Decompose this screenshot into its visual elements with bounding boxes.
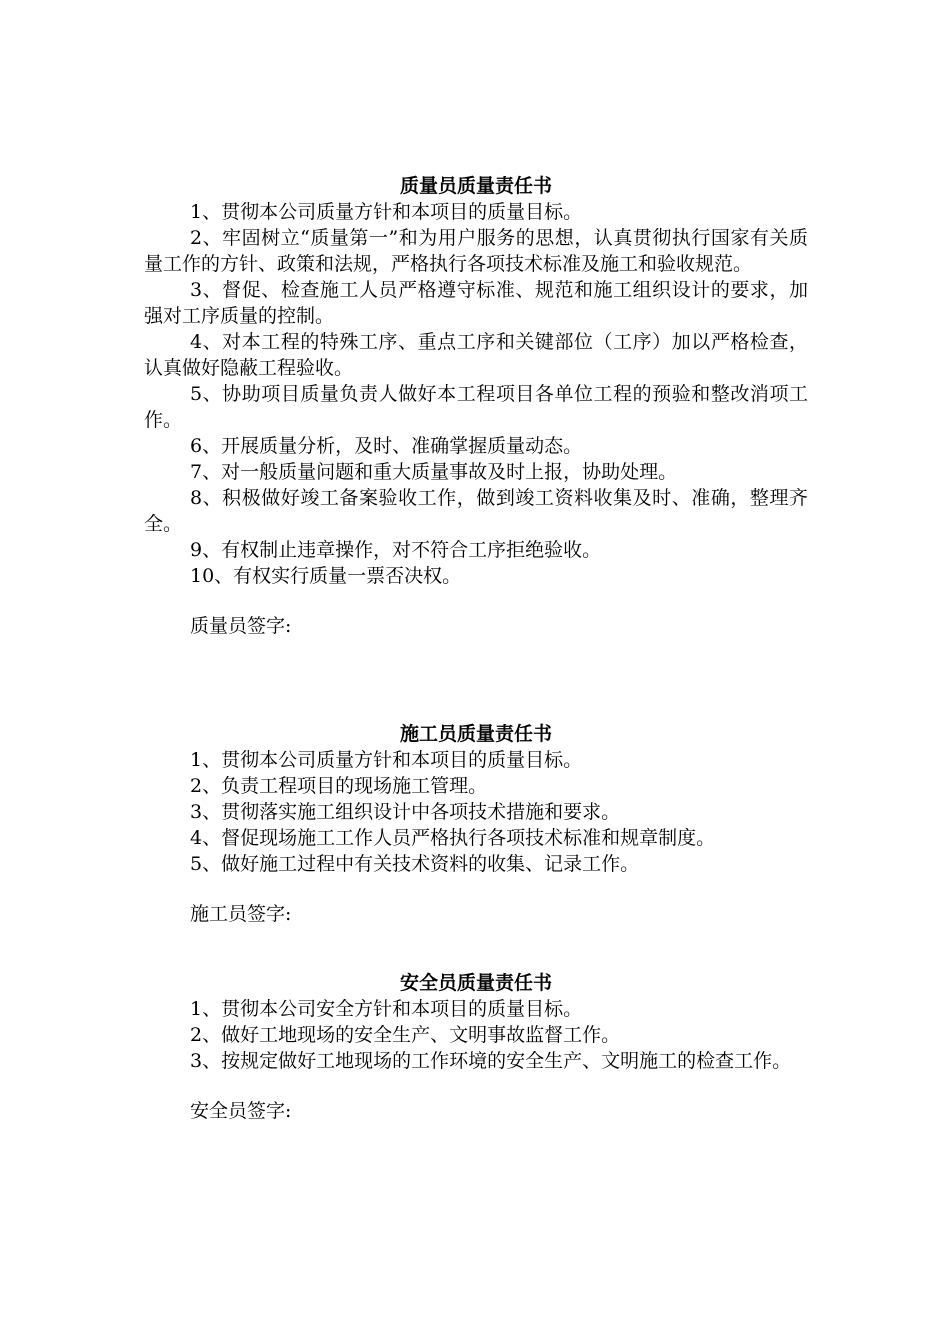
clause-9: 9、有权制止违章操作，对不符合工序拒绝验收。 [190,539,602,561]
clause-7: 7、对一般质量问题和重大质量事故及时上报，协助处理。 [190,461,678,483]
section-title: 施工员质量责任书 [399,723,552,745]
construction-worker-section [144,721,808,927]
signature-line: 质量员签字: [190,615,292,637]
section-title: 质量员质量责任书 [399,175,552,197]
clause-2: 2、做好工地现场的安全生产、文明事故监督工作。 [190,1024,621,1046]
section-title: 安全员质量责任书 [399,972,552,994]
clause-2: 2、负责工程项目的现场施工管理。 [190,775,488,797]
clause-2: 2、牢固树立“质量第一”和为用户服务的思想，认真贯彻执行国家有关质量工作的方针、政策和法规，严格执行各项技术标准及施工和验收规范。 [144,227,808,275]
clause-4: 4、督促现场施工工作人员严格执行各项技术标准和规章制度。 [190,827,716,849]
clause-1: 1、贯彻本公司安全方针和本项目的质量目标。 [190,998,583,1020]
signature-line: 安全员签字: [190,1100,292,1122]
quality-inspector-section [144,173,808,639]
clause-6: 6、开展质量分析，及时、准确掌握质量动态。 [190,435,583,457]
clause-4: 4、对本工程的特殊工序、重点工序和关键部位（工序）加以严格检查，认真做好隐蔽工程验收。 [144,331,808,379]
signature-line: 施工员签字: [190,903,292,925]
clause-8: 8、积极做好竣工备案验收工作，做到竣工资料收集及时、准确，整理齐全。 [144,487,808,535]
safety-officer-section [144,970,808,1124]
clause-1: 1、贯彻本公司质量方针和本项目的质量目标。 [190,201,583,223]
clause-5: 5、协助项目质量负责人做好本工程项目各单位工程的预验和整改消项工作。 [144,383,808,431]
clause-3: 3、按规定做好工地现场的工作环境的安全生产、文明施工的检查工作。 [190,1050,792,1072]
clause-5: 5、做好施工过程中有关技术资料的收集、记录工作。 [190,853,640,875]
clause-10: 10、有权实行质量一票否决权。 [190,565,462,587]
clause-3: 3、贯彻落实施工组织设计中各项技术措施和要求。 [190,801,621,823]
clause-1: 1、贯彻本公司质量方针和本项目的质量目标。 [190,749,583,771]
document-page [144,0,808,1344]
clause-3: 3、督促、检查施工人员严格遵守标准、规范和施工组织设计的要求，加强对工序质量的控制。 [144,279,808,327]
